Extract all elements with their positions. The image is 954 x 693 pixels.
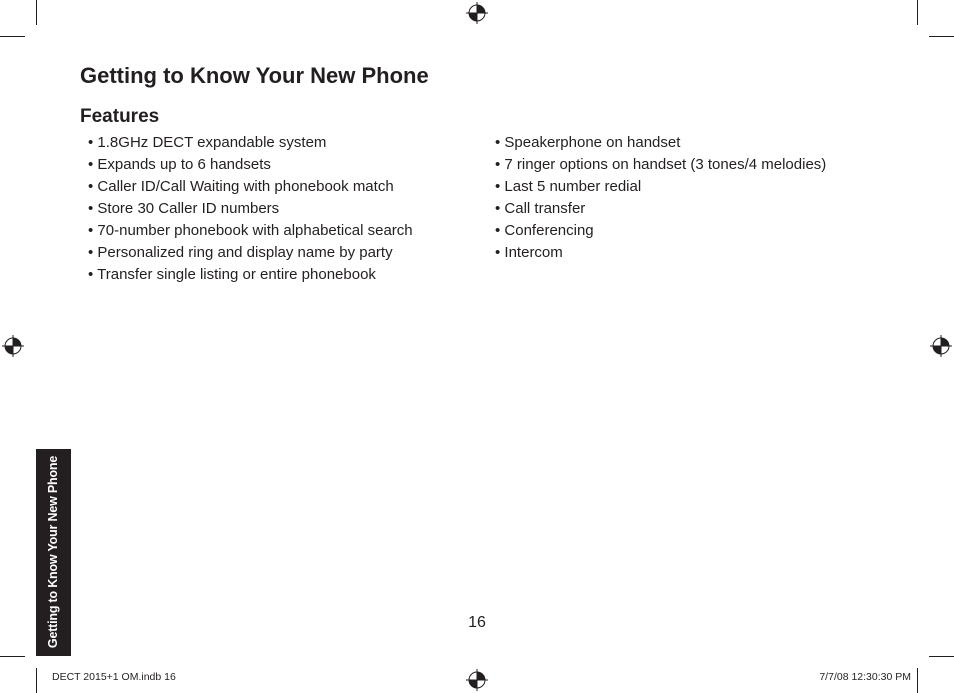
registration-mark-icon	[2, 335, 24, 357]
feature-item: • Conferencing	[495, 222, 594, 239]
print-slug-file: DECT 2015+1 OM.indb 16	[52, 671, 176, 683]
feature-item: • Transfer single listing or entire phonebook	[88, 266, 376, 283]
page-title: Getting to Know Your New Phone	[80, 63, 429, 88]
feature-item: • Personalized ring and display name by party	[88, 244, 393, 261]
features-list-left	[88, 132, 413, 286]
features-list-right	[495, 132, 826, 264]
feature-item: • Expands up to 6 handsets	[88, 156, 271, 173]
feature-item: • Store 30 Caller ID numbers	[88, 200, 280, 217]
crop-mark-top-left-h	[0, 36, 25, 37]
crop-mark-bottom-right-h	[929, 656, 954, 657]
crop-mark-top-right-v	[917, 0, 918, 25]
feature-item: • 1.8GHz DECT expandable system	[88, 134, 327, 151]
feature-item: • 70-number phonebook with alphabetical search	[88, 222, 413, 239]
registration-mark-icon	[466, 669, 488, 691]
crop-mark-bottom-left-h	[0, 656, 25, 657]
page-number: 16	[468, 614, 486, 631]
section-heading-features: Features	[80, 106, 160, 127]
registration-mark-icon	[466, 2, 488, 24]
feature-item: • 7 ringer options on handset (3 tones/4 melodies)	[495, 156, 827, 173]
crop-mark-bottom-left-v	[36, 668, 37, 693]
feature-item: • Call transfer	[495, 200, 586, 217]
feature-item: • Speakerphone on handset	[495, 134, 681, 151]
feature-item: • Caller ID/Call Waiting with phonebook match	[88, 178, 394, 195]
print-slug-timestamp: 7/7/08 12:30:30 PM	[819, 671, 911, 683]
feature-item: • Last 5 number redial	[495, 178, 642, 195]
side-tab	[36, 449, 71, 656]
registration-mark-icon	[930, 335, 952, 357]
crop-mark-top-right-h	[929, 36, 954, 37]
crop-mark-top-left-v	[36, 0, 37, 25]
side-tab-label: Getting to Know Your New Phone	[46, 455, 60, 649]
crop-mark-bottom-right-v	[917, 668, 918, 693]
feature-item: • Intercom	[495, 244, 563, 261]
